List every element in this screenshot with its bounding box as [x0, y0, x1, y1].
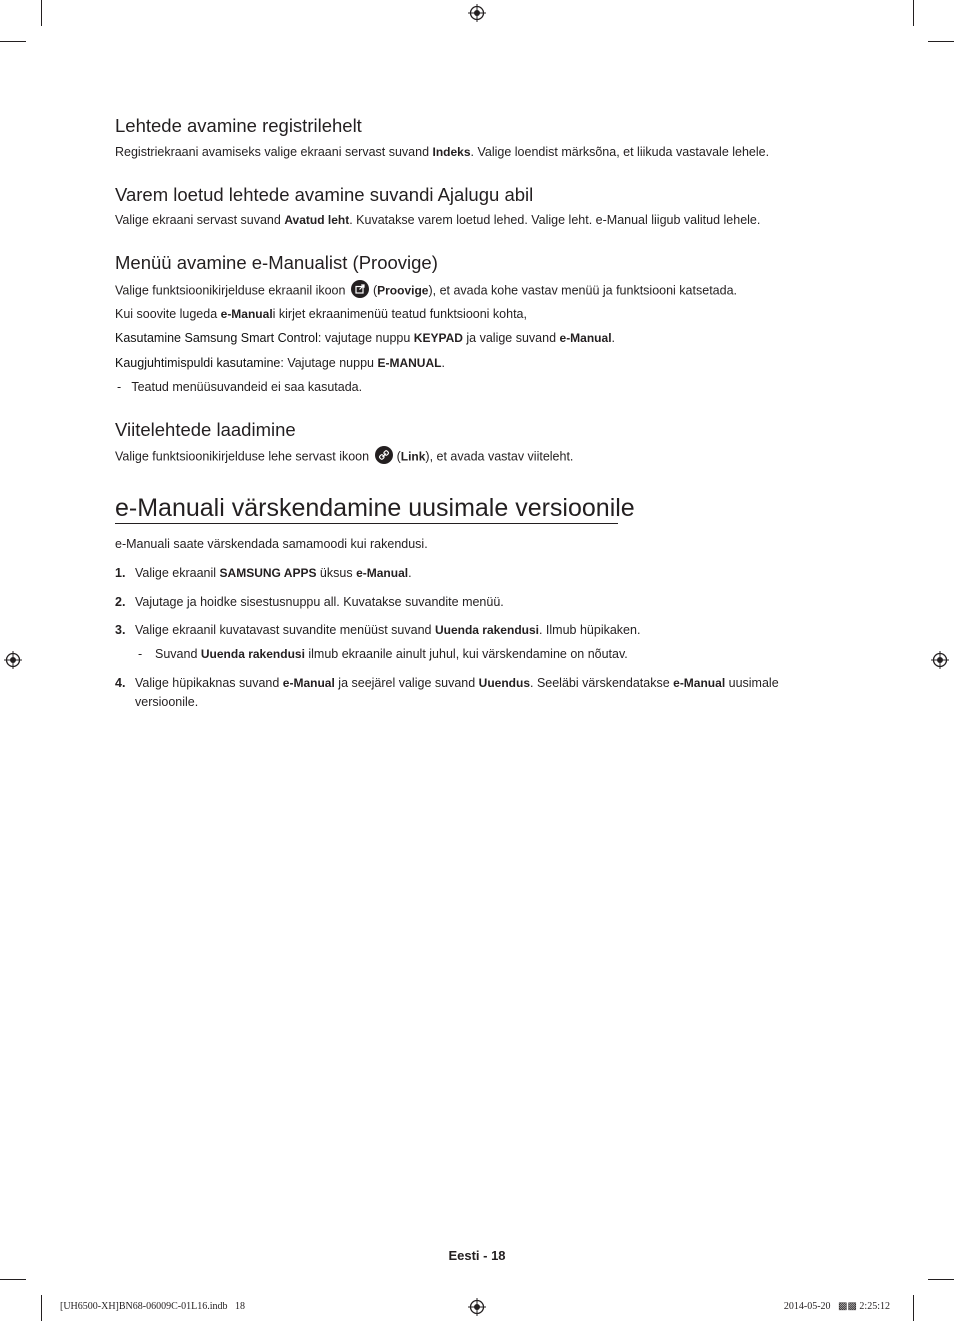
crop-mark — [41, 0, 42, 26]
body-text: Valige funktsioonikirjelduse lehe servast ikoon (Link), et avada vastav viiteleht. — [115, 448, 573, 466]
body-text: Valige ekraani servast suvand Avatud leht. Kuvatakse varem loetud lehed. Valige leht. e-Manual liigub valitud lehele. — [115, 213, 761, 227]
registration-mark-icon — [468, 4, 486, 22]
section-heading: Varem loetud lehtede avamine suvandi Ajalugu abil — [115, 184, 534, 205]
crop-mark — [913, 1295, 914, 1321]
crop-mark — [928, 41, 954, 42]
print-slug-left: [UH6500-XH]BN68-06009C-01L16.indb 18 — [60, 1301, 245, 1312]
step-number: 3. — [115, 623, 126, 637]
crop-mark — [0, 41, 26, 42]
page-number: Eesti - 18 — [448, 1248, 506, 1263]
registration-mark-icon — [468, 1298, 486, 1316]
body-text: Kaugjuhtimispuldi kasutamine: Vajutage nuppu E-MANUAL. — [115, 356, 445, 370]
crop-mark — [913, 0, 914, 26]
step-text: Valige hüpikaknas suvand e-Manual ja seejärel valige suvand Uuendus. Seeläbi värskendatakse e-Manual uusimale — [135, 676, 779, 690]
step-text-continued: versioonile. — [135, 695, 199, 709]
step-number: 1. — [115, 566, 126, 580]
step-text: Valige ekraanil SAMSUNG APPS üksus e-Manual. — [135, 566, 412, 580]
title-underline — [115, 523, 618, 524]
page-title: e-Manuali värskendamine uusimale versioonile — [115, 494, 635, 522]
body-text: Registriekraani avamiseks valige ekraani servast suvand Indeks. Valige loendist märksõna, et liikuda vastavale lehele. — [115, 145, 770, 159]
section-heading: Lehtede avamine registrilehelt — [115, 115, 362, 136]
body-text: Kasutamine Samsung Smart Control: vajutage nuppu KEYPAD ja valige suvand e-Manual. — [115, 331, 616, 345]
print-slug-right: 2014-05-20 ▩▩ 2:25:12 — [783, 1301, 890, 1312]
step-text: Vajutage ja hoidke sisestusnuppu all. Kuvatakse suvandite menüü. — [135, 595, 504, 609]
step-text: Valige ekraanil kuvatavast suvandite menüüst suvand Uuenda rakendusi. Ilmub hüpikaken. — [135, 623, 641, 637]
note-text: - Teatud menüüsuvandeid ei saa kasutada. — [117, 380, 363, 394]
section-heading: Menüü avamine e-Manualist (Proovige) — [115, 252, 438, 273]
try-now-icon — [351, 280, 369, 298]
link-icon — [375, 446, 393, 464]
step-number: 4. — [115, 676, 126, 690]
step-number: 2. — [115, 595, 126, 609]
registration-mark-icon — [931, 651, 949, 669]
section-heading: Viitelehtede laadimine — [115, 419, 296, 440]
intro-text: e-Manuali saate värskendada samamoodi kui rakendusi. — [115, 537, 428, 551]
registration-mark-icon — [4, 651, 22, 669]
body-text: Valige funktsioonikirjelduse ekraanil ikoon (Proovige), et avada kohe vastav menüü ja funktsiooni katsetada. — [115, 282, 737, 300]
crop-mark — [928, 1279, 954, 1280]
crop-mark — [41, 1295, 42, 1321]
body-text: Kui soovite lugeda e-Manuali kirjet ekraanimenüü teatud funktsiooni kohta, — [115, 307, 527, 321]
step-note: Suvand Uuenda rakendusi ilmub ekraanile ainult juhul, kui värskendamine on nõutav. — [155, 647, 628, 661]
note-dash: - — [138, 647, 143, 661]
crop-mark — [0, 1279, 26, 1280]
